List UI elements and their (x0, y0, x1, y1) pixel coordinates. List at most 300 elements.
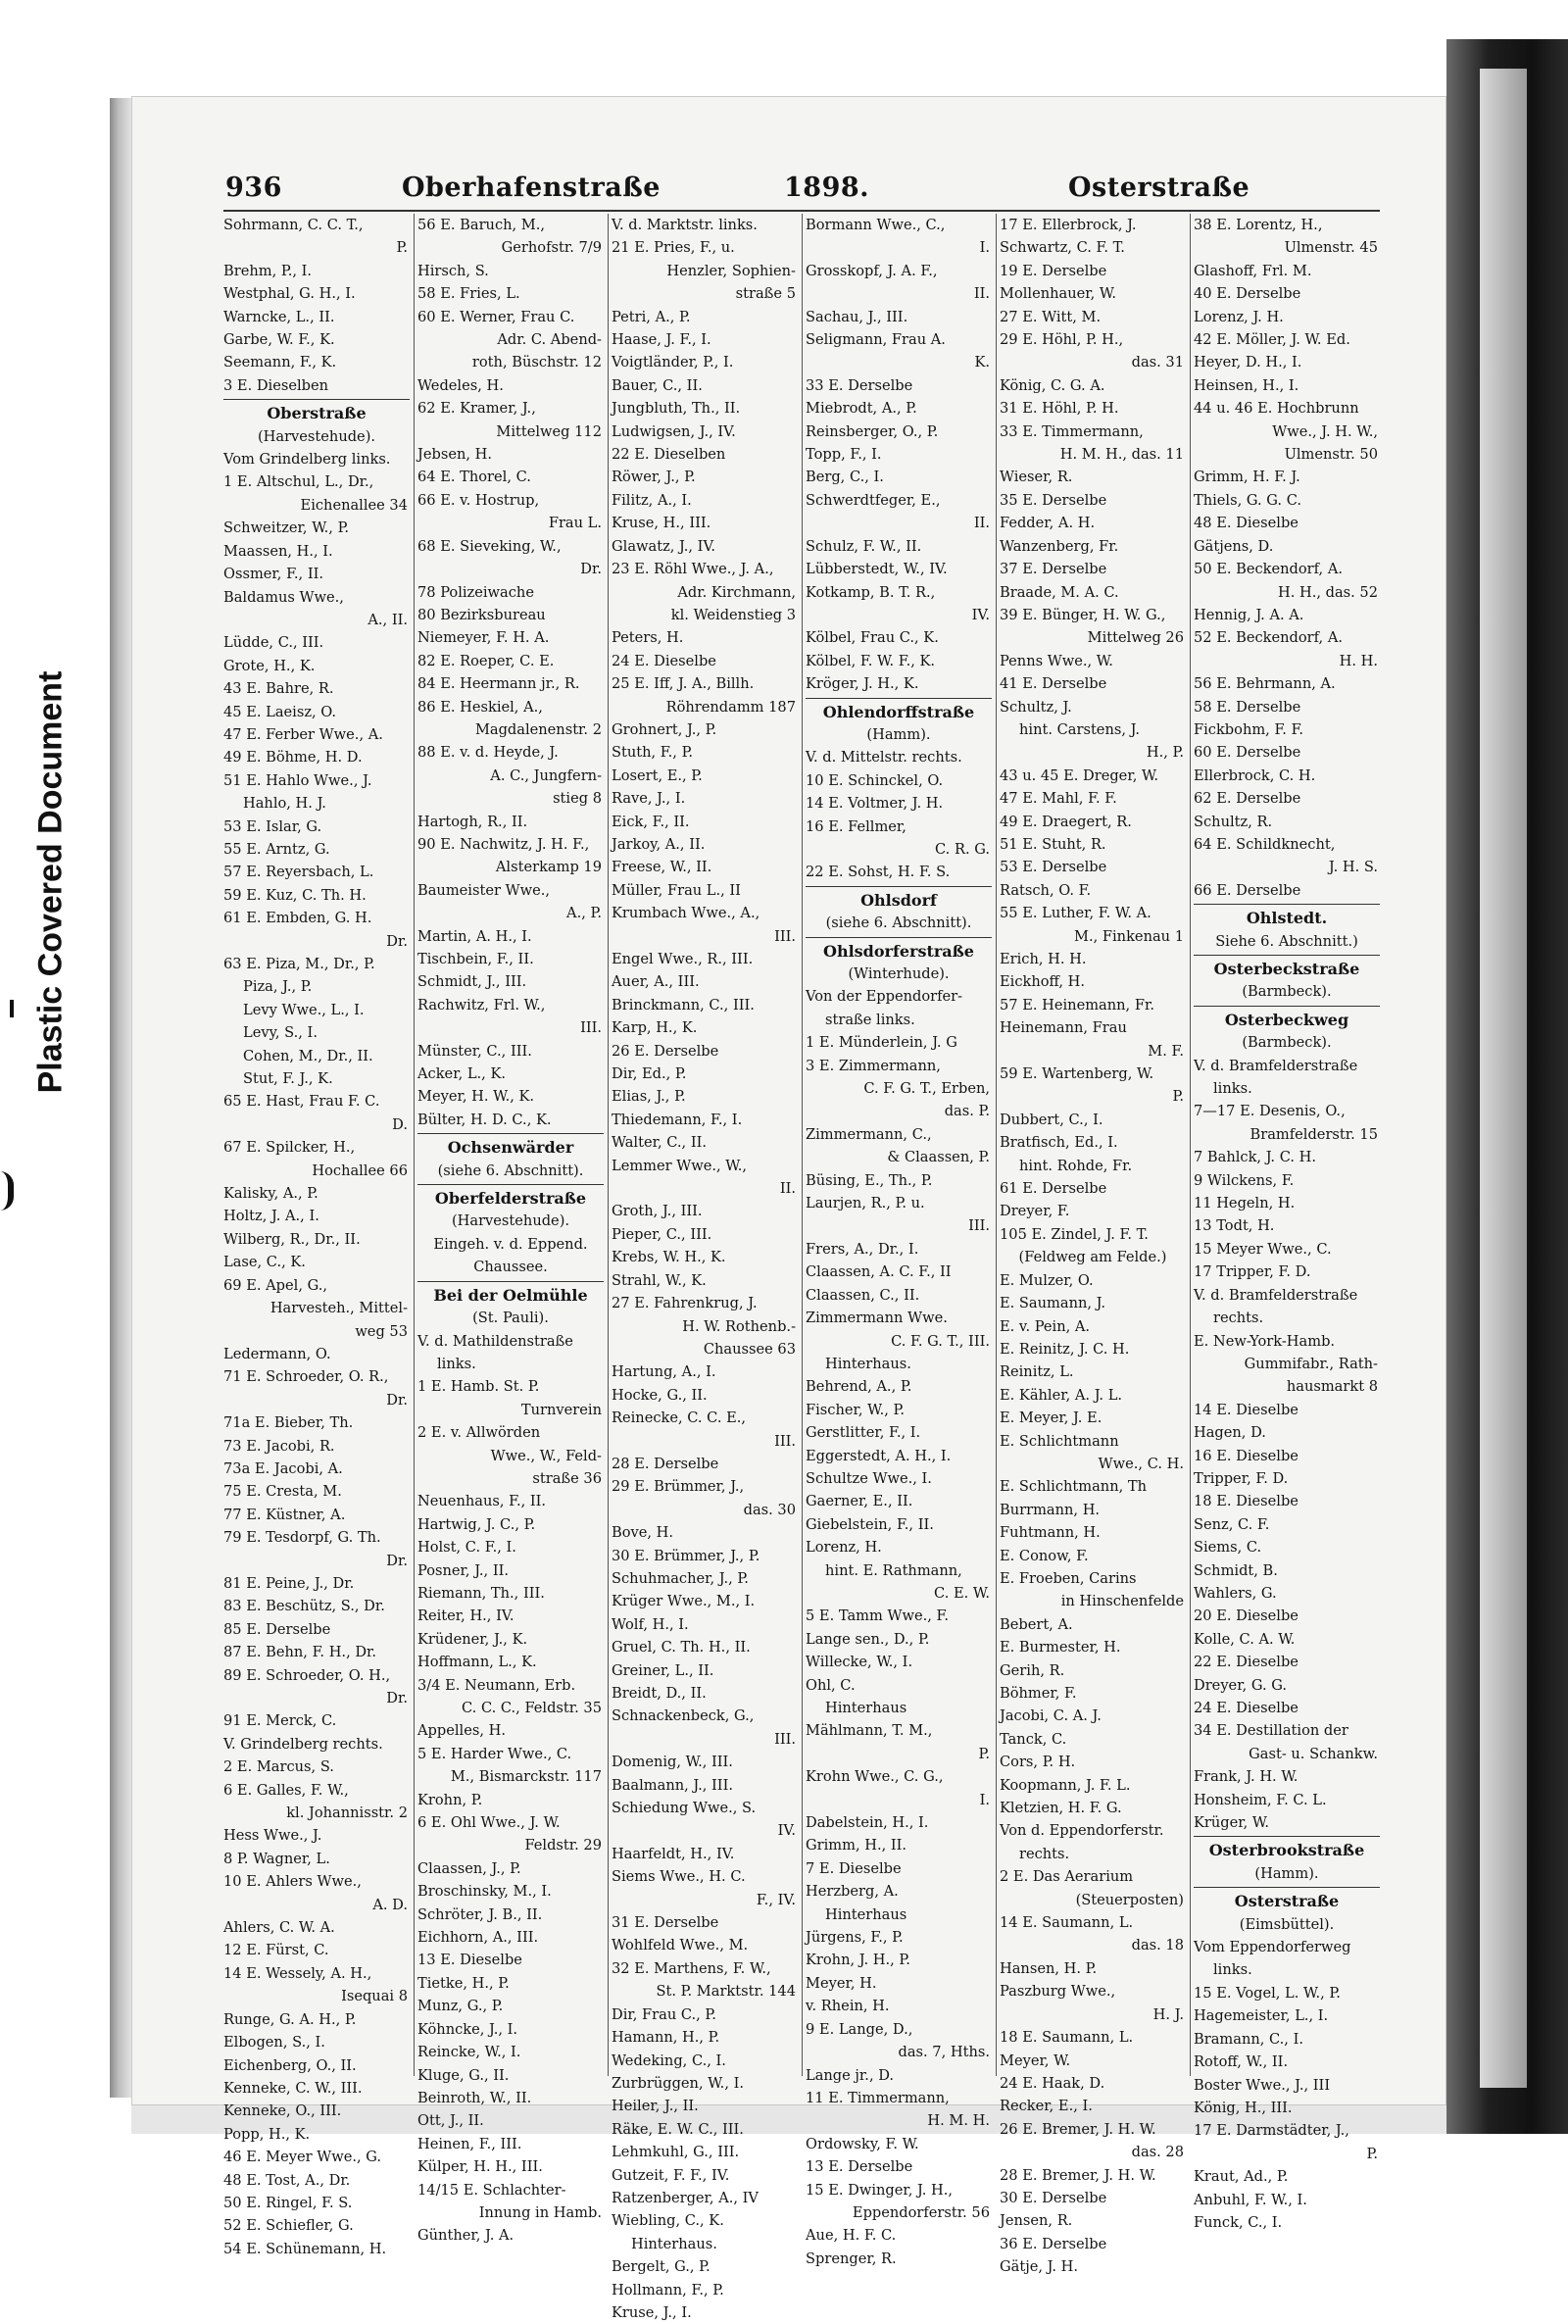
directory-entry: 47 E. Mahl, F. F. (1000, 790, 1117, 808)
directory-entry: Brinckmann, C., III. (612, 996, 755, 1014)
directory-entry: V. d. Mittelstr. rechts. (806, 749, 962, 766)
directory-entry: 85 E. Derselbe (223, 1620, 331, 1638)
directory-entry: 2 E. Marcus, S. (223, 1758, 334, 1776)
directory-entry: Posner, J., II. (417, 1561, 509, 1579)
directory-entry: E. Froeben, Carins (1000, 1569, 1137, 1587)
directory-entry: V. d. Mathildenstraße (417, 1332, 573, 1350)
directory-entry: 11 Hegeln, H. (1194, 1195, 1296, 1212)
directory-entry: Heinsen, H., I. (1194, 376, 1299, 394)
directory-entry: 58 E. Fries, L. (417, 285, 520, 303)
directory-entry: 60 E. Werner, Frau C. (417, 308, 575, 325)
directory-entry: 15 E. Vogel, L. W., P. (1194, 1984, 1341, 2002)
directory-entry: 36 E. Derselbe (1000, 2235, 1107, 2252)
directory-entry: 52 E. Schiefler, G. (223, 2217, 354, 2235)
directory-entry: Neuenhaus, F., II. (417, 1493, 547, 1510)
directory-entry: 14/15 E. Schlachter- (417, 2181, 566, 2199)
directory-entry: I. (979, 239, 990, 257)
directory-entry: 10 E. Schinckel, O. (806, 771, 944, 789)
directory-entry: Röhrendamm 187 (665, 698, 796, 716)
directory-entry: 13 Todt, H. (1194, 1217, 1275, 1235)
directory-entry: rechts. (1213, 1310, 1264, 1327)
directory-entry: Lase, C., K. (223, 1254, 306, 1271)
section-heading: Osterbeckweg (1194, 1006, 1380, 1031)
directory-entry: Riemann, Th., III. (417, 1584, 545, 1602)
directory-entry: 32 E. Marthens, F. W., (612, 1959, 771, 1977)
directory-entry: 84 E. Heermann jr., R. (417, 675, 580, 693)
directory-entry: Gerhofstr. 7/9 (501, 239, 602, 257)
directory-entry: 18 E. Saumann, L. (1000, 2029, 1134, 2047)
directory-entry: Schulz, F. W., II. (806, 537, 922, 555)
directory-entry: Sprenger, R. (806, 2250, 897, 2267)
directory-entry: Büsing, E., Th., P. (806, 1171, 933, 1189)
directory-entry: 40 E. Derselbe (1194, 285, 1301, 303)
directory-entry: Runge, G. A. H., P. (223, 2010, 357, 2028)
directory-entry: Krüdener, J., K. (417, 1630, 528, 1648)
directory-entry: 57 E. Heinemann, Fr. (1000, 996, 1154, 1014)
directory-entry: Mählmann, T. M., (806, 1722, 933, 1740)
directory-entry: Dr. (386, 932, 408, 950)
section-heading: Bei der Oelmühle (417, 1281, 604, 1307)
directory-entry: Jürgens, F., P. (806, 1929, 904, 1947)
directory-entry: K. (974, 354, 990, 371)
directory-entry: Wilberg, R., Dr., II. (223, 1230, 361, 1248)
directory-entry: C. R. G. (935, 840, 990, 858)
directory-entry: 8 P. Wagner, L. (223, 1850, 330, 1867)
directory-entry: Maassen, H., I. (223, 542, 333, 560)
directory-entry: Lehmkuhl, G., III. (612, 2144, 740, 2161)
section-heading: Ohlsdorferstraße (806, 937, 992, 963)
directory-entry: Hoffmann, L., K. (417, 1654, 537, 1671)
directory-entry: H. W. Rothenb.- (682, 1317, 796, 1335)
directory-entry: Röwer, J., P. (612, 469, 696, 486)
directory-entry: Eichenberg, O., II. (223, 2056, 357, 2074)
directory-entry: Tietke, H., P. (417, 1974, 510, 1992)
directory-entry: E. Conow, F. (1000, 1547, 1089, 1564)
directory-entry: Schröter, J. B., II. (417, 1905, 543, 1923)
directory-entry: 20 E. Dieselbe (1194, 1607, 1298, 1625)
directory-entry: Gummifabr., Rath- (1244, 1355, 1378, 1372)
directory-entry: Hahlo, H. J. (243, 795, 326, 813)
directory-entry: 16 E. Dieselbe (1194, 1447, 1298, 1464)
directory-entry: Walter, C., II. (612, 1134, 707, 1152)
directory-entry: 66 E. v. Hostrup, (417, 491, 540, 509)
directory-entry: 29 E. Brümmer, J., (612, 1478, 745, 1496)
directory-entry: links. (1213, 1961, 1252, 1979)
directory-entry: 6 E. Galles, F. W., (223, 1781, 349, 1799)
directory-entry: Eichenallee 34 (300, 496, 408, 514)
directory-entry: Bramann, C., I. (1194, 2030, 1303, 2048)
directory-entry: Senz, C. F. (1194, 1515, 1270, 1533)
directory-entry: Ossmer, F., II. (223, 566, 324, 583)
directory-entry: das. 18 (1131, 1937, 1184, 1954)
directory-entry: Petri, A., P. (612, 308, 691, 325)
directory-entry: E. v. Pein, A. (1000, 1317, 1091, 1335)
directory-entry: 30 E. Derselbe (1000, 2189, 1107, 2206)
directory-entry: Rachwitz, Frl. W., (417, 996, 546, 1014)
directory-entry: Hollmann, F., P. (612, 2281, 724, 2299)
directory-entry: Wohlfeld Wwe., M. (612, 1937, 749, 1954)
directory-entry: Dabelstein, H., I. (806, 1814, 929, 1832)
directory-entry: Ulmenstr. 45 (1284, 239, 1378, 257)
directory-entry: 26 E. Derselbe (612, 1042, 719, 1060)
directory-entry: Wolf, H., I. (612, 1615, 689, 1633)
directory-entry: 69 E. Apel, G., (223, 1276, 328, 1294)
section-subheading: (Harvestehude). (451, 1212, 570, 1230)
directory-entry: Krüger Wwe., M., I. (612, 1593, 756, 1610)
column-divider (802, 214, 803, 2076)
directory-entry: Gätje, J. H. (1000, 2258, 1079, 2276)
directory-entry: 66 E. Derselbe (1194, 881, 1301, 899)
directory-entry: 61 E. Derselbe (1000, 1180, 1107, 1198)
directory-entry: 45 E. Laeisz, O. (223, 703, 337, 720)
right-street-title: Osterstraße (1068, 173, 1250, 203)
directory-entry: Ellerbrock, C. H. (1194, 766, 1316, 784)
directory-entry: Elbogen, S., I. (223, 2034, 325, 2052)
directory-entry: Hochallee 66 (312, 1162, 408, 1179)
directory-entry: 62 E. Derselbe (1194, 790, 1301, 808)
directory-entry: Hartogh, R., II. (417, 813, 528, 830)
directory-entry: Reiter, H., IV. (417, 1607, 514, 1625)
section-heading: Ohlsdorf (806, 886, 992, 912)
directory-entry: 28 E. Bremer, J. H. W. (1000, 2166, 1156, 2184)
directory-entry: 49 E. Böhme, H. D. (223, 749, 363, 766)
directory-entry: Aue, H. F. C. (806, 2227, 897, 2245)
directory-entry: 55 E. Luther, F. W. A. (1000, 905, 1152, 922)
directory-entry: Harvesteh., Mittel- (270, 1300, 408, 1317)
directory-entry: H. M. H. (927, 2112, 990, 2130)
directory-entry: Reinitz, L. (1000, 1363, 1074, 1381)
directory-entry: 61 E. Embden, G. H. (223, 910, 372, 927)
directory-entry: Räke, E. W. C., III. (612, 2120, 744, 2138)
directory-entry: Erich, H. H. (1000, 951, 1087, 967)
directory-entry: I. (979, 1791, 990, 1808)
directory-entry: Kraut, Ad., P. (1194, 2168, 1289, 2186)
directory-entry: Pieper, C., III. (612, 1225, 712, 1243)
directory-entry: das. 30 (743, 1501, 796, 1518)
directory-entry: H. H., das. 52 (1277, 583, 1378, 601)
directory-entry: König, H., III. (1194, 2099, 1293, 2116)
directory-entry: Grimm, H. F. J. (1194, 469, 1300, 486)
directory-entry: V. d. Bramfelderstraße (1194, 1286, 1358, 1304)
directory-entry: Lorenz, J. H. (1194, 308, 1284, 325)
directory-entry: Heinemann, Frau (1000, 1019, 1127, 1037)
directory-entry: C. F. G. T., Erben, (863, 1080, 990, 1098)
directory-entry: 14 E. Voltmer, J. H. (806, 795, 944, 813)
directory-entry: A., II. (368, 611, 408, 628)
directory-entry: Heiler, J., II. (612, 2098, 699, 2115)
directory-entry: Wedeles, H. (417, 376, 504, 394)
directory-entry: 26 E. Bremer, J. H. W. (1000, 2120, 1156, 2138)
directory-entry: Dr. (386, 1552, 408, 1569)
directory-entry: hint. E. Rathmann, (825, 1561, 962, 1579)
directory-entry: Dr. (386, 1690, 408, 1706)
directory-entry: 16 E. Fellmer, (806, 817, 906, 835)
directory-entry: Levy Wwe., L., I. (243, 1001, 365, 1018)
side-label (22, 588, 80, 1176)
directory-entry: Zimmermann Wwe. (806, 1310, 948, 1327)
directory-entry: F., IV. (756, 1891, 796, 1908)
directory-entry: Frau L. (548, 515, 602, 532)
directory-entry: 67 E. Spilcker, H., (223, 1139, 356, 1157)
directory-entry: A. D. (372, 1896, 408, 1913)
directory-entry: 3 E. Dieselben (223, 376, 329, 394)
directory-entry: Auer, A., III. (612, 973, 700, 991)
directory-entry: 52 E. Beckendorf, A. (1194, 629, 1343, 647)
directory-entry: 13 E. Derselbe (806, 2158, 913, 2176)
directory-entry: 91 E. Merck, C. (223, 1712, 337, 1730)
directory-entry: Wwe., C. H. (1098, 1455, 1184, 1472)
directory-entry: Kruse, J., I. (612, 2303, 692, 2321)
directory-entry: Bergelt, G., P. (612, 2258, 710, 2276)
directory-entry: in Hinschenfelde (1060, 1593, 1184, 1610)
section-subheading: (siehe 6. Abschnitt). (437, 1162, 584, 1179)
section-heading: Ochsenwärder (417, 1133, 604, 1159)
directory-entry: 81 E. Peine, J., Dr. (223, 1574, 355, 1592)
directory-column-4 (806, 214, 992, 2267)
directory-entry: Jebsen, H. (417, 446, 492, 464)
directory-entry: Bauer, C., II. (612, 376, 703, 394)
directory-entry: Piza, J., P. (243, 978, 313, 996)
directory-entry: Ratzenberger, A., IV (612, 2189, 759, 2206)
directory-entry: Kalisky, A., P. (223, 1185, 318, 1203)
directory-entry: Bülter, H. D. C., K. (417, 1111, 552, 1128)
directory-entry: Eickhoff, H. (1000, 973, 1086, 991)
directory-entry: Fickbohm, F. F. (1194, 720, 1304, 738)
section-heading: Oberstraße (223, 399, 410, 424)
directory-entry: E. Schlichtmann, Th (1000, 1478, 1148, 1496)
directory-entry: hint. Rohde, Fr. (1019, 1157, 1133, 1174)
directory-entry: 59 E. Kuz, C. Th. H. (223, 886, 367, 904)
directory-entry: II. (779, 1180, 796, 1198)
directory-column-3 (612, 214, 798, 2321)
directory-entry: 30 E. Brümmer, J., P. (612, 1547, 760, 1564)
directory-entry: Popp, H., K. (223, 2125, 311, 2143)
directory-entry: Lange sen., D., P. (806, 1630, 930, 1648)
section-heading: Oberfelderstraße (417, 1184, 604, 1210)
directory-entry: Ahlers, C. W. A. (223, 1919, 335, 1937)
directory-entry: Cors, P. H. (1000, 1754, 1076, 1771)
directory-entry: Jungbluth, Th., II. (612, 400, 741, 418)
directory-entry: 22 E. Dieselben (612, 446, 726, 464)
directory-entry: das. 31 (1131, 354, 1184, 371)
directory-entry: Paszburg Wwe., (1000, 1983, 1116, 2001)
directory-entry: Feldstr. 29 (524, 1837, 602, 1854)
directory-entry: 27 E. Witt, M. (1000, 308, 1102, 325)
directory-entry: Lange jr., D. (806, 2066, 895, 2084)
directory-entry: 89 E. Schroeder, O. H., (223, 1666, 391, 1684)
directory-entry: Heyer, D. H., I. (1194, 354, 1302, 371)
directory-entry: kl. Johannisstr. 2 (286, 1805, 408, 1822)
directory-entry: Fischer, W., P. (806, 1401, 906, 1418)
directory-entry: 1 E. Altschul, L., Dr., (223, 473, 374, 491)
directory-entry: Sohrmann, C. C. T., (223, 217, 364, 233)
directory-entry: Bove, H. (612, 1524, 674, 1542)
directory-entry: III. (774, 927, 796, 945)
directory-entry: 51 E. Hahlo Wwe., J. (223, 771, 372, 789)
directory-entry: Engel Wwe., R., III. (612, 951, 754, 967)
directory-entry: 77 E. Küstner, A. (223, 1506, 346, 1523)
directory-entry: Dir, Ed., P. (612, 1065, 687, 1083)
directory-entry: Ordowsky, F. W. (806, 2135, 919, 2152)
directory-entry: 10 E. Ahlers Wwe., (223, 1873, 362, 1891)
scan-left-edge (110, 98, 131, 2098)
directory-entry: Schuhmacher, J., P. (612, 1569, 749, 1587)
directory-entry: Böhmer, F. (1000, 1685, 1077, 1702)
directory-entry: Münster, C., III. (417, 1042, 532, 1060)
directory-entry: 24 E. Dieselbe (1194, 1700, 1298, 1716)
directory-entry: 7—17 E. Desenis, O., (1194, 1103, 1346, 1120)
directory-entry: IV. (777, 1822, 796, 1840)
directory-entry: 14 E. Dieselbe (1194, 1401, 1298, 1418)
directory-entry: 31 E. Derselbe (612, 1914, 719, 1932)
directory-entry: 3/4 E. Neumann, Erb. (417, 1676, 576, 1694)
directory-entry: 56 E. Behrmann, A. (1194, 675, 1336, 693)
directory-entry: Wahlers, G. (1194, 1584, 1277, 1602)
directory-entry: 64 E. Schildknecht, (1194, 835, 1336, 853)
directory-entry: Gerih, R. (1000, 1661, 1065, 1679)
section-subheading: Eingeh. v. d. Eppend. (433, 1235, 588, 1253)
directory-entry: 25 E. Iff, J. A., Billh. (612, 675, 755, 693)
directory-entry: E. Kähler, A. J. L. (1000, 1386, 1123, 1404)
directory-entry: Tanck, C. (1000, 1730, 1067, 1748)
directory-entry: 33 E. Timmermann, (1000, 422, 1144, 440)
directory-entry: Krebs, W. H., K. (612, 1249, 726, 1266)
directory-entry: Fedder, A. H. (1000, 515, 1096, 532)
directory-entry: J. H. S. (1328, 859, 1378, 876)
directory-entry: 54 E. Schünemann, H. (223, 2240, 387, 2257)
directory-entry: Stut, F. J., K. (243, 1070, 333, 1088)
directory-entry: Günther, J. A. (417, 2227, 514, 2245)
directory-entry: Thiedemann, F., I. (612, 1111, 743, 1128)
directory-entry: H. J. (1152, 2005, 1184, 2023)
directory-entry: 105 E. Zindel, J. F. T. (1000, 1225, 1149, 1243)
directory-entry: 53 E. Islar, G. (223, 817, 322, 835)
directory-entry: H. H. (1339, 652, 1378, 669)
directory-entry: Mittelweg 112 (496, 422, 602, 440)
directory-entry: Seemann, F., K. (223, 354, 337, 371)
directory-entry: Behrend, A., P. (806, 1378, 912, 1396)
directory-entry: Strahl, W., K. (612, 1271, 707, 1289)
directory-entry: das. 28 (1131, 2144, 1184, 2161)
directory-entry: Frank, J. H. W. (1194, 1768, 1298, 1786)
directory-entry: Kolle, C. A. W. (1194, 1630, 1296, 1648)
directory-entry: Eick, F., II. (612, 813, 690, 830)
directory-entry: Hansen, H. P. (1000, 1959, 1098, 1977)
directory-entry: Von d. Eppendorferstr. (1000, 1822, 1164, 1840)
directory-entry: Seligmann, Frau A. (806, 331, 946, 349)
directory-entry: Baumeister Wwe., (417, 881, 550, 899)
directory-entry: 57 E. Reyersbach, L. (223, 864, 374, 881)
directory-entry: Koopmann, J. F. L. (1000, 1776, 1131, 1794)
section-subheading: (siehe 6. Abschnitt). (825, 915, 972, 932)
directory-entry: D. (392, 1115, 408, 1133)
directory-entry: Thiels, G. G. C. (1194, 491, 1301, 509)
directory-entry: Kröger, J. H., K. (806, 675, 919, 693)
directory-entry: III. (774, 1432, 796, 1450)
directory-entry: Schiedung Wwe., S. (612, 1800, 757, 1817)
directory-entry: Dreyer, G. G. (1194, 1676, 1288, 1694)
directory-entry: Dr. (386, 1391, 408, 1409)
directory-entry: hint. Carstens, J. (1019, 720, 1140, 738)
directory-entry: 49 E. Draegert, R. (1000, 813, 1132, 830)
directory-entry: Hennig, J. A. A. (1194, 606, 1304, 623)
directory-entry: Anbuhl, F. W., I. (1194, 2191, 1307, 2208)
directory-entry: Penns Wwe., W. (1000, 652, 1113, 669)
directory-entry: Grimm, H., II. (806, 1837, 907, 1854)
directory-entry: Schweitzer, W., P. (223, 519, 350, 537)
directory-entry: 2 E. v. Allwörden (417, 1424, 541, 1442)
directory-entry: Siems Wwe., H. C. (612, 1868, 746, 1886)
section-heading: Osterbeckstraße (1194, 955, 1380, 980)
directory-entry: & Claassen, P. (887, 1149, 990, 1166)
directory-entry: 58 E. Derselbe (1194, 698, 1301, 716)
directory-entry: 1 E. Münderlein, J. G (806, 1034, 957, 1052)
directory-entry: 38 E. Lorentz, H., (1194, 217, 1323, 233)
directory-entry: Domenig, W., III. (612, 1754, 733, 1771)
directory-entry: 63 E. Piza, M., Dr., P. (223, 956, 375, 972)
directory-entry: Zurbrüggen, W., I. (612, 2074, 744, 2092)
directory-entry: 55 E. Arntz, G. (223, 840, 330, 858)
directory-entry: Topp, F., I. (806, 446, 882, 464)
directory-entry: 73 E. Jacobi, R. (223, 1437, 335, 1455)
directory-entry: Hess Wwe., J. (223, 1827, 322, 1845)
section-heading: Ohlendorffstraße (806, 698, 992, 723)
directory-entry: Gutzeit, F. F., IV. (612, 2166, 730, 2184)
directory-entry: Holst, C. F., I. (417, 1539, 516, 1557)
directory-entry: V. Grindelberg rechts. (223, 1735, 383, 1753)
directory-entry: 39 E. Bünger, H. W. G., (1000, 606, 1166, 623)
directory-entry: Bebert, A. (1000, 1615, 1073, 1633)
directory-entry: Claassen, J., P. (417, 1859, 521, 1877)
side-bracket-mark (0, 1171, 14, 1211)
directory-entry: Schwartz, C. F. T. (1000, 239, 1125, 257)
directory-entry: Gruel, C. Th. H., II. (612, 1639, 751, 1656)
directory-entry: 15 E. Dwinger, J. H., (806, 2181, 954, 2199)
directory-entry: das. P. (944, 1103, 990, 1120)
directory-entry: Lorenz, H. (806, 1539, 882, 1557)
directory-entry: Bormann Wwe., C., (806, 217, 946, 233)
directory-entry: Eggerstedt, A. H., I. (806, 1447, 952, 1464)
directory-entry: Stuth, F., P. (612, 744, 694, 762)
column-divider (996, 214, 997, 2076)
directory-entry: 17 E. Ellerbrock, J. (1000, 217, 1137, 233)
directory-entry: Wedeking, C., I. (612, 2052, 726, 2069)
directory-entry: Appelles, H. (417, 1722, 506, 1740)
directory-entry: 29 E. Höhl, P. H., (1000, 331, 1124, 349)
directory-entry: 42 E. Möller, J. W. Ed. (1194, 331, 1350, 349)
directory-entry: stieg 8 (553, 790, 602, 808)
section-subheading: (Barmbeck). (1242, 983, 1332, 1001)
directory-entry: Lübberstedt, W., IV. (806, 561, 948, 578)
directory-entry: 50 E. Beckendorf, A. (1194, 561, 1343, 578)
directory-entry: Ohl, C. (806, 1676, 856, 1694)
directory-entry: Levy, S., I. (243, 1024, 318, 1042)
directory-entry: Siems, C. (1194, 1539, 1262, 1557)
directory-entry: Giebelstein, F., II. (806, 1515, 934, 1533)
directory-entry: straße 5 (735, 285, 796, 303)
left-street-title: Oberhafenstraße (402, 173, 661, 203)
directory-entry: Glashoff, Frl. M. (1194, 262, 1312, 279)
directory-entry: 90 E. Nachwitz, J. H. F., (417, 835, 590, 853)
directory-entry: 31 E. Höhl, P. H. (1000, 400, 1119, 418)
directory-entry: Schultz, R. (1194, 813, 1273, 830)
directory-entry: Groth, J., III. (612, 1203, 703, 1220)
directory-entry: 88 E. v. d. Heyde, J. (417, 744, 559, 762)
directory-entry: links. (1213, 1080, 1252, 1098)
directory-entry: Boster Wwe., J., III (1194, 2076, 1331, 2094)
directory-entry: H. M. H., das. 11 (1059, 446, 1184, 464)
directory-entry: 43 E. Bahre, R. (223, 680, 334, 698)
